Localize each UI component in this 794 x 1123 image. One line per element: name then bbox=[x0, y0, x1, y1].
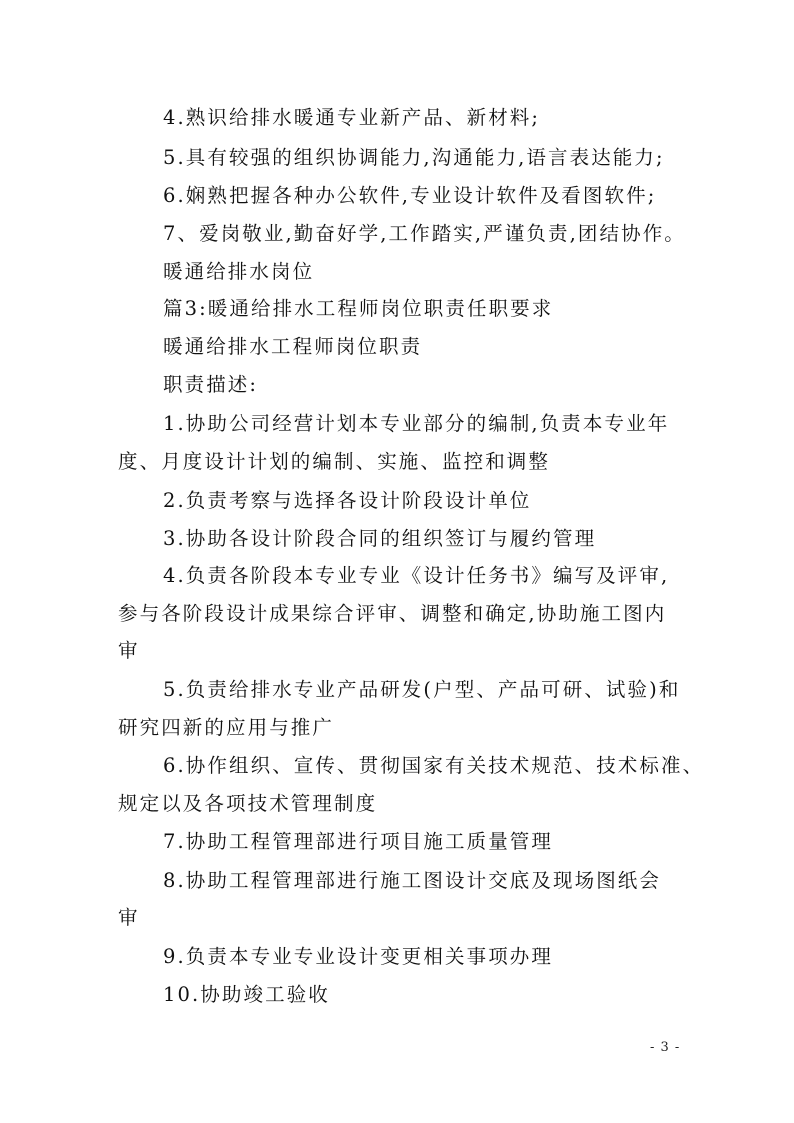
text-line-1: 4.熟识给排水暖通专业新产品、新材料; bbox=[163, 106, 541, 129]
text-line-10: 度、月度设计计划的编制、实施、监控和调整 bbox=[118, 450, 551, 473]
page-number: - 3 - bbox=[650, 1040, 681, 1055]
text-line-21: 8.协助工程管理部进行施工图设计交底及现场图纸会 bbox=[163, 869, 662, 892]
text-line-19: 规定以及各项技术管理制度 bbox=[118, 792, 378, 815]
text-line-16: 5.负责给排水专业产品研发(户型、产品可研、试验)和 bbox=[163, 678, 681, 701]
text-line-8: 职责描述: bbox=[163, 373, 259, 396]
text-line-22: 审 bbox=[118, 906, 140, 929]
text-line-18: 6.协作组织、宣传、贯彻国家有关技术规范、技术标准、 bbox=[163, 754, 705, 777]
text-line-5: 暖通给排水岗位 bbox=[163, 260, 315, 283]
subsection-title: 暖通给排水工程师岗位职责 bbox=[163, 335, 423, 358]
text-line-23: 9.负责本专业专业设计变更相关事项办理 bbox=[163, 945, 554, 968]
text-line-3: 6.娴熟把握各种办公软件,专业设计软件及看图软件; bbox=[163, 184, 657, 207]
text-line-12: 3.协助各设计阶段合同的组织签订与履约管理 bbox=[163, 527, 597, 550]
text-line-4: 7、爱岗敬业,勤奋好学,工作踏实,严谨负责,团结协作。 bbox=[163, 222, 686, 245]
text-line-2: 5.具有较强的组织协调能力,沟通能力,语言表达能力; bbox=[163, 146, 665, 169]
text-line-13: 4.负责各阶段本专业专业《设计任务书》编写及评审, bbox=[163, 564, 670, 587]
text-line-15: 审 bbox=[118, 639, 140, 662]
text-line-11: 2.负责考察与选择各设计阶段设计单位 bbox=[163, 489, 532, 512]
text-line-14: 参与各阶段设计成果综合评审、调整和确定,协助施工图内 bbox=[118, 602, 667, 625]
text-line-24: 10.协助竣工验收 bbox=[163, 983, 330, 1006]
section-heading: 篇3:暖通给排水工程师岗位职责任职要求 bbox=[163, 297, 554, 320]
text-line-9: 1.协助公司经营计划本专业部分的编制,负责本专业年 bbox=[163, 412, 670, 435]
text-line-20: 7.协助工程管理部进行项目施工质量管理 bbox=[163, 830, 554, 853]
text-line-17: 研究四新的应用与推广 bbox=[118, 716, 335, 739]
